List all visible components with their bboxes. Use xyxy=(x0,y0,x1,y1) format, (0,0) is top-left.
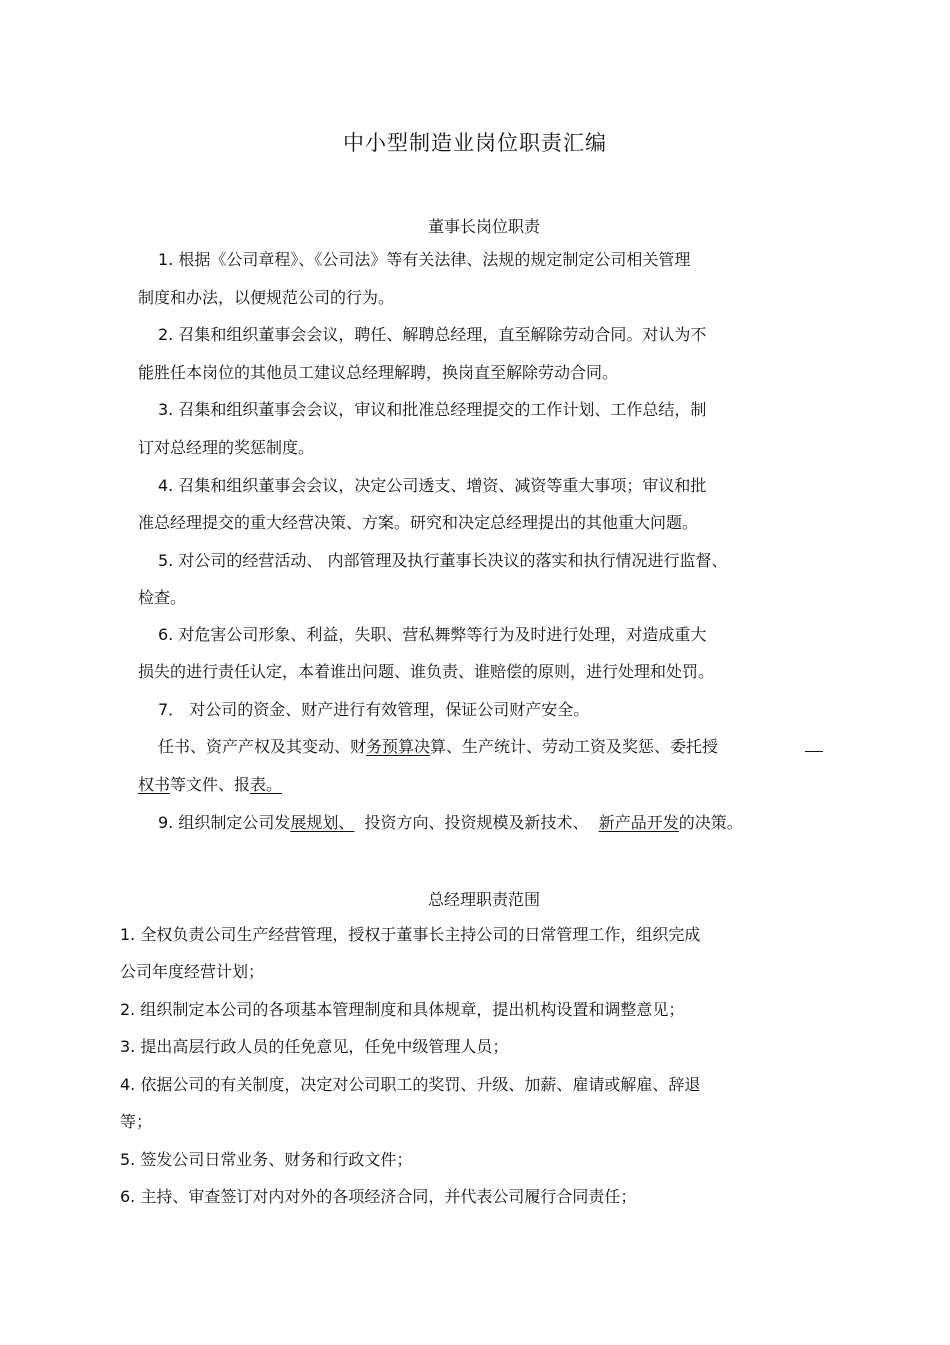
chairman-item-6-line-2: 损失的进行责任认定，本着谁出问题、谁负责、谁赔偿的原则，进行处理和处罚。 xyxy=(138,662,715,681)
item-8-text: 等文件、报 xyxy=(170,775,251,794)
item-9-text: 投资方向、投资规模及新技术、 xyxy=(354,813,599,832)
item-8-text: 任书、资产产权及其变动、财 xyxy=(158,737,367,756)
gm-section-heading: 总经理职责范围 xyxy=(427,890,540,909)
gm-item-6: 6. 主持、审查签订对内对外的各项经济合同，并代表公司履行合同责任； xyxy=(120,1187,637,1206)
item-9-text: 9. 组织制定公司发 xyxy=(158,813,291,832)
chairman-item-7: 7． 对公司的资金、财产进行有效管理，保证公司财产安全。 xyxy=(158,700,590,719)
chairman-item-8-line-1 xyxy=(158,737,718,757)
chairman-item-6-line-1: 6. 对危害公司形象、利益，失职、营私舞弊等行为及时进行处理，对造成重大 xyxy=(158,625,707,644)
item-8-underlined-text: 权书 xyxy=(138,775,171,794)
gm-item-3: 3. 提出高层行政人员的任免意见，任免中级管理人员； xyxy=(120,1037,509,1056)
chairman-item-3-line-1: 3. 召集和组织董事会会议，审议和批准总经理提交的工作计划、工作总结，制 xyxy=(158,400,707,419)
item-8-underlined-text: 表。 xyxy=(250,775,283,794)
chairman-item-2-line-1: 2. 召集和组织董事会会议，聘任、解聘总经理，直至解除劳动合同。对认为不 xyxy=(158,325,707,344)
gm-item-2: 2. 组织制定本公司的各项基本管理制度和具体规章，提出机构设置和调整意见； xyxy=(120,1000,685,1019)
blank-underline xyxy=(805,737,823,757)
chairman-item-4-line-1: 4. 召集和组织董事会会议，决定公司透支、增资、减资等重大事项；审议和批 xyxy=(158,476,707,495)
chairman-item-2-line-2: 能胜任本岗位的其他员工建议总经理解聘，换岗直至解除劳动合同。 xyxy=(138,363,619,382)
item-8-underlined-text: 务预算决 xyxy=(366,737,431,756)
chairman-item-3-line-2: 订对总经理的奖惩制度。 xyxy=(138,438,315,457)
gm-item-4-line-2: 等； xyxy=(120,1112,153,1131)
item-9-underlined-text: 新产品开发 xyxy=(598,813,679,832)
gm-item-1-line-1: 1. 全权负责公司生产经营管理，授权于董事长主持公司的日常管理工作，组织完成 xyxy=(120,925,701,944)
chairman-item-5-line-2: 检查。 xyxy=(138,588,187,607)
chairman-item-8-line-2 xyxy=(138,775,282,795)
chairman-item-4-line-2: 准总经理提交的重大经营决策、方案。研究和决定总经理提出的其他重大问题。 xyxy=(138,513,699,532)
gm-item-5: 5. 签发公司日常业务、财务和行政文件； xyxy=(120,1150,413,1169)
item-9-underlined-text: 展规划、 xyxy=(290,813,355,832)
chairman-item-1-line-1: 1. 根据《公司章程》、《公司法》等有关法律、法规的规定制定公司相关管理 xyxy=(158,250,691,269)
chairman-item-1-line-2: 制度和办法，以便规范公司的行为。 xyxy=(138,288,395,307)
chairman-item-9 xyxy=(158,813,743,833)
item-9-text: 的决策。 xyxy=(678,813,743,832)
document-title: 中小型制造业岗位职责汇编 xyxy=(343,131,607,155)
item-8-text: 算、生产统计、劳动工资及奖惩、委托授 xyxy=(430,737,719,756)
gm-item-4-line-1: 4. 依据公司的有关制度，决定对公司职工的奖罚、升级、加薪、雇请或解雇、辞退 xyxy=(120,1075,701,1094)
gm-item-1-line-2: 公司年度经营计划； xyxy=(120,962,265,981)
chairman-section-heading: 董事长岗位职责 xyxy=(427,217,540,236)
blank-line-mark xyxy=(805,737,823,752)
chairman-item-5-line-1: 5. 对公司的经营活动、 内部管理及执行董事长决议的落实和执行情况进行监督、 xyxy=(158,551,728,570)
